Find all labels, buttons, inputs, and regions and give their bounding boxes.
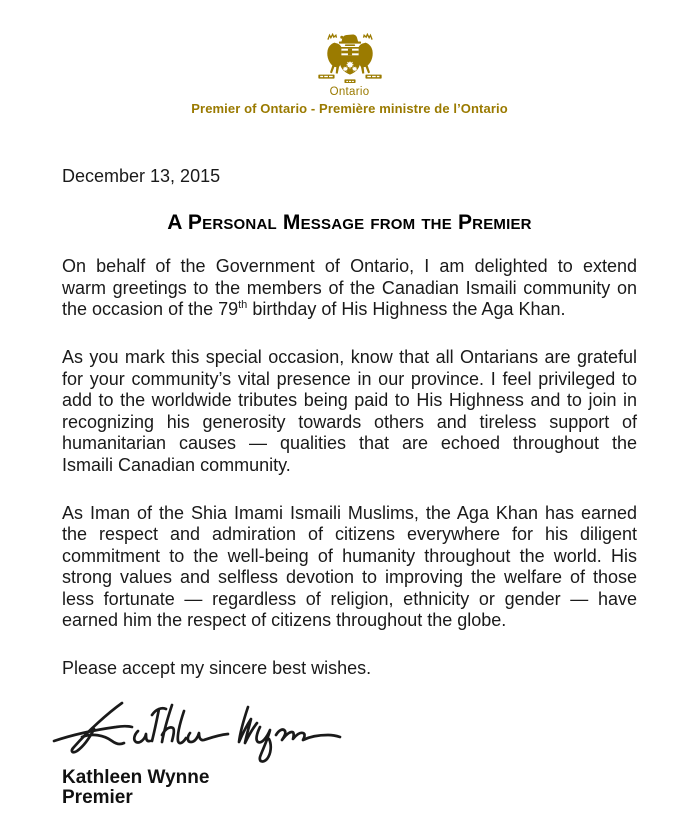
paragraph-line: Ismaili Canadian community. bbox=[62, 454, 291, 475]
letterhead bbox=[0, 33, 699, 98]
paragraph-line: humanitarian causes — qualities that are echoed throughout the bbox=[62, 433, 637, 453]
paragraph-line: less fortunate — regardless of religion, ethnicity or gender — have bbox=[62, 588, 637, 609]
closing-wrap bbox=[62, 658, 637, 680]
letter-title: A Personal Message from the Premier bbox=[167, 211, 532, 234]
paragraph-line: for your community’s vital presence in our province. I feel privileged to bbox=[62, 368, 637, 389]
ontario-coat-of-arms-icon bbox=[313, 33, 387, 86]
paragraph-line: the respect and admiration of citizens everywhere for his diligent bbox=[62, 524, 637, 544]
paragraph-line: recognizing his generosity towards others and tireless support of bbox=[62, 411, 637, 432]
paragraph-line: add to the worldwide tributes being paid to His Highness and to join in bbox=[62, 390, 637, 410]
signer-name: Kathleen Wynne bbox=[62, 767, 210, 788]
paragraph bbox=[62, 256, 637, 321]
letter-date: December 13, 2015 bbox=[62, 166, 221, 186]
signature-handwriting bbox=[52, 697, 342, 763]
paragraph-line: earned him the respect of citizens throughout the globe. bbox=[62, 610, 507, 630]
paragraph-line: warm greetings to the members of the Canadian Ismaili community on bbox=[62, 277, 637, 298]
paragraph bbox=[62, 347, 637, 476]
paragraph-line: On behalf of the Government of Ontario, I am delighted to extend bbox=[62, 256, 637, 276]
letterhead-title: Premier of Ontario - Première ministre de l’Ontario bbox=[191, 101, 508, 116]
letter-body bbox=[62, 256, 637, 658]
signer-title: Premier bbox=[62, 787, 133, 808]
crest-wordmark: Ontario bbox=[329, 86, 370, 98]
paragraph-line: As you mark this special occasion, know that all Ontarians are grateful bbox=[62, 347, 637, 367]
paragraph bbox=[62, 503, 637, 632]
closing-line: Please accept my sincere best wishes. bbox=[62, 658, 372, 678]
paragraph-line: commitment to the well-being of humanity throughout the world. His bbox=[62, 545, 637, 566]
paragraph-line: strong values and selfless devotion to improving the welfare of those bbox=[62, 567, 637, 587]
paragraph-line: the occasion of the 79th birthday of His Highness the Aga Khan. bbox=[62, 299, 566, 319]
signature-block bbox=[62, 768, 209, 808]
paragraph-line: As Iman of the Shia Imami Ismaili Muslims, the Aga Khan has earned bbox=[62, 502, 637, 523]
